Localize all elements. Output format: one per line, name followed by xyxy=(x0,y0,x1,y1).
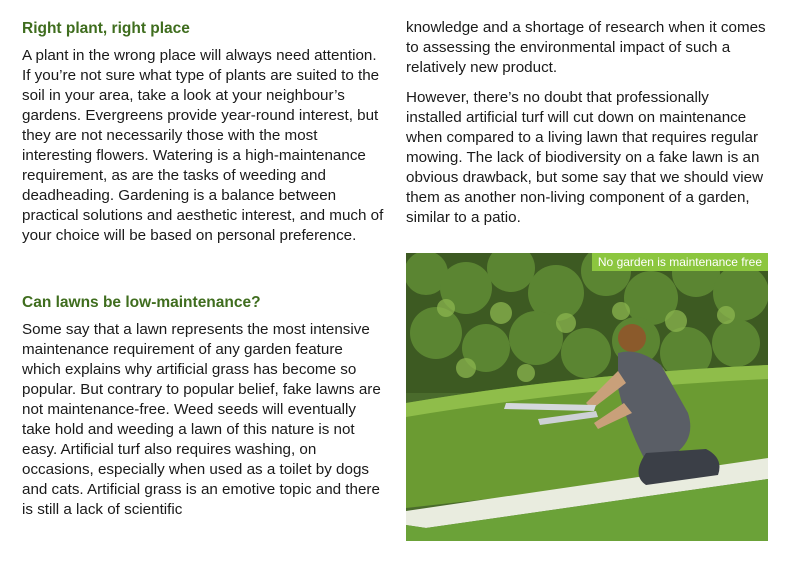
section-heading-right-plant: Right plant, right place xyxy=(22,20,190,37)
paragraph-lawns: Some say that a lawn represents the most intensive maintenance requirement of any garden feature which explains why artificial grass has become so popular. But contrary to popular belief, fake lawns are not maintenance-free. Weed seeds will eventually take hold and weeding a lawn of this nature is not easy. Artificial turf also requires washing, on occasions, especially when used as a toilet by dogs and cats. Artificial grass is an emotive topic and there is still a lack of scientific xyxy=(22,321,381,518)
photo-caption: No garden is maintenance free xyxy=(592,253,768,271)
photo-illustration xyxy=(406,253,768,541)
paragraph-right-plant: A plant in the wrong place will always need attention. If you’re not sure what type of plants are suited to the soil in your area, take a look at your neighbour’s gardens. Evergreens provide year-round interest, but they are not necessarily those with the most interesting flowers. Watering is a high-maintenance requirement, as are the tasks of weeding and deadheading. Gardening is a balance between practical solutions and aesthetic interest, and much of your choice will be based on personal preference. xyxy=(22,47,384,244)
paragraph-continued: knowledge and a shortage of research when it comes to assessing the environmental impact of such a relatively new product. xyxy=(406,19,766,76)
paragraph-artificial-turf: However, there’s no doubt that professionally installed artificial turf will cut down on maintenance when compared to a living lawn that requires regular mowing. The lack of biodiversity on a fake lawn is an obvious drawback, but some say that we should view them as another non-living component of a garden, similar to a patio. xyxy=(406,89,764,226)
section-heading-lawns: Can lawns be low-maintenance? xyxy=(22,294,261,311)
hedge-trimming-photo xyxy=(406,253,768,541)
